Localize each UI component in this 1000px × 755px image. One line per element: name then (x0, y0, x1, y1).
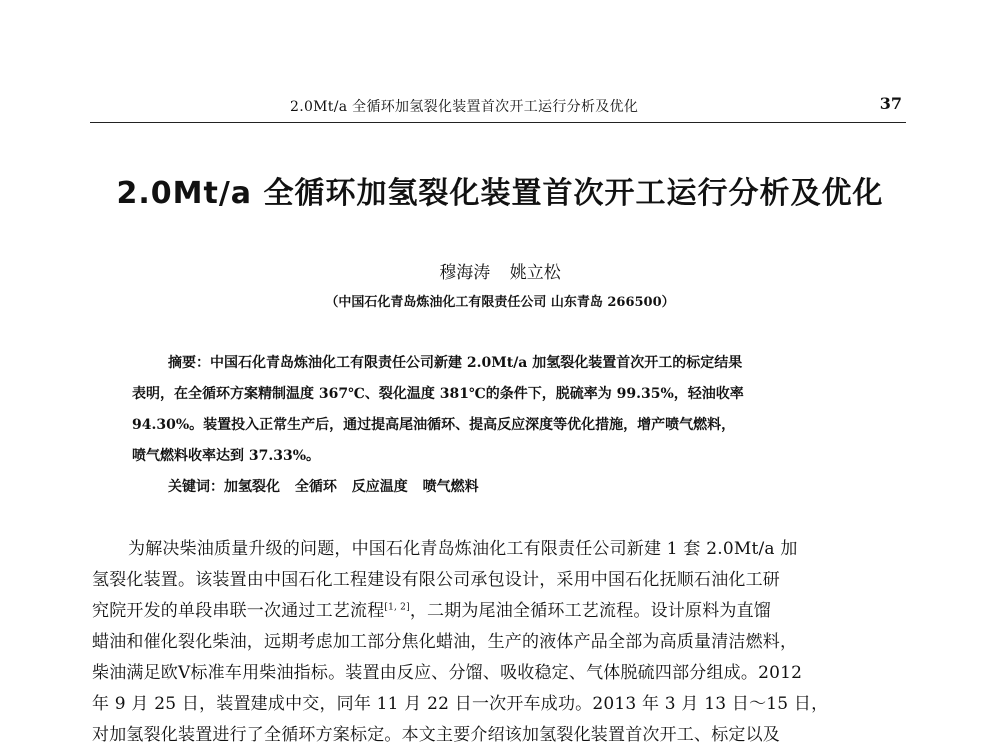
abstract-line-4: 喷气燃料收率达到 37.33%。 (132, 448, 321, 464)
abstract-line-1 (168, 352, 742, 372)
body-line-3-end: ，二期为尾油全循环工艺流程。设计原料为直馏 (409, 601, 772, 621)
abstract-line-2: 表明，在全循环方案精制温度 367℃、裂化温度 381℃的条件下，脱硫率为 99.35%，轻油收率 (132, 386, 744, 402)
abstract-label: 摘要： (168, 355, 210, 371)
body-line-1: 为解决柴油质量升级的问题，中国石化青岛炼油化工有限责任公司新建 1 套 2.0Mt/a 加 (128, 539, 798, 559)
citation-reference: [1, 2] (384, 602, 410, 613)
abstract-text-1: 中国石化青岛炼油化工有限责任公司新建 2.0Mt/a 加氢裂化装置首次开工的标定结果 (210, 355, 743, 371)
running-title: 2.0Mt/a 全循环加氢裂化装置首次开工运行分析及优化 (290, 99, 639, 115)
body-line-6: 年 9 月 25 日，装置建成中交，同年 11 月 22 日一次开车成功。2013 年 3 月 13 日～15 日， (92, 694, 829, 714)
body-line-5: 柴油满足欧Ⅴ标准车用柴油指标。装置由反应、分馏、吸收稳定、气体脱硫四部分组成。2012 (92, 663, 803, 683)
article-title: 2.0Mt/a 全循环加氢裂化装置首次开工运行分析及优化 (116, 176, 884, 211)
article-authors: 穆海涛 姚立松 (439, 263, 561, 283)
body-line-4: 蜡油和催化裂化柴油，远期考虑加工部分焦化蜡油，生产的液体产品全部为高质量清洁燃料， (92, 632, 798, 652)
body-line-2: 氢裂化装置。该装置由中国石化工程建设有限公司承包设计，采用中国石化抚顺石油化工研 (92, 570, 780, 590)
keywords-label: 关键词： (168, 479, 224, 495)
body-line-3-start: 究院开发的单段串联一次通过工艺流程 (92, 601, 385, 621)
page-number: 37 (879, 94, 902, 113)
body-line-3 (92, 596, 771, 621)
article-affiliation: （中国石化青岛炼油化工有限责任公司 山东青岛 266500） (325, 295, 675, 310)
keywords-terms: 加氢裂化 全循环 反应温度 喷气燃料 (224, 479, 479, 495)
abstract-line-3: 94.30%。装置投入正常生产后，通过提高尾油循环、提高反应深度等优化措施，增产喷气燃料， (132, 417, 736, 433)
keywords-line (168, 476, 479, 496)
body-line-7: 对加氢裂化装置进行了全循环方案标定。本文主要介绍该加氢裂化装置首次开工、标定以及 (92, 725, 780, 745)
running-header (90, 92, 906, 123)
